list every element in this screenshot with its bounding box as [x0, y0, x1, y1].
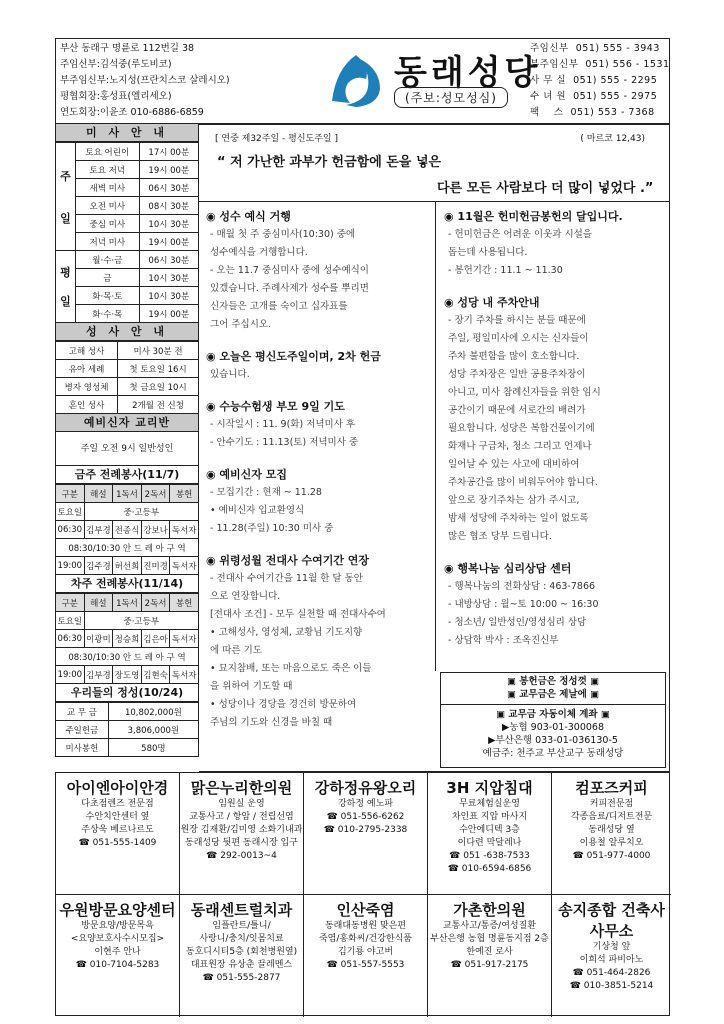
- cell: 06:30: [56, 630, 85, 648]
- notice-line: • 성당이나 경당을 경건히 방문하여: [210, 699, 357, 710]
- notice-line: - 청소년/ 일반성인/영성심리 상담: [448, 617, 587, 628]
- ad-card: [180, 773, 304, 895]
- ad-line: 동래성당 옆: [588, 825, 635, 835]
- ad-line: ☎ 051-557-5553: [326, 960, 405, 970]
- prayer-president: 연도회장:이윤조 010-6886-6859: [60, 107, 204, 118]
- sacrament-row: 병자 영성체: [56, 378, 118, 396]
- notice-line: 주차 불편함을 많이 호소합니다.: [448, 351, 580, 362]
- notice-line: 그어 주십시오.: [210, 319, 272, 330]
- offering-table: [55, 702, 199, 757]
- ad-line: ☎ 010-6594-6856: [447, 864, 532, 874]
- notice-line: - 행복나눔의 전화상담 : 463-7866: [448, 581, 596, 592]
- ad-line: 이희석 파비아노: [579, 955, 644, 965]
- mass-row: 중심 미사: [76, 215, 140, 233]
- notice-line: • 묘지참배, 또는 마음으로도 죽은 이들: [210, 663, 372, 674]
- notice-line: ▣ 봉헌금은 정성껏 ▣: [506, 676, 600, 687]
- ad-line: ☎ 051-917-2175: [450, 960, 529, 970]
- ad-line: 방문요양/방문목욕: [81, 921, 154, 931]
- ad-line: 기상청 앞: [592, 942, 631, 952]
- ad-line: 이현주 안나: [94, 947, 141, 957]
- cell: 김부경: [84, 521, 113, 539]
- notice-line: 있습니다.: [210, 369, 250, 380]
- ad-line: ☎ 051 -638-7533: [449, 851, 530, 861]
- ad-line: 동래대동병원 맞은편: [324, 921, 407, 931]
- phone-fax: 팩 스 051) 553 - 7368: [530, 107, 655, 118]
- mass-row: 월·수·금: [76, 251, 140, 269]
- phone-office: 사 무 실 051) 555 - 2295: [530, 75, 658, 86]
- ad-line: <요양보호사수시모집>: [70, 934, 165, 944]
- notice-heading: ◉ 11월은 헌미헌금봉헌의 달입니다.: [444, 210, 623, 223]
- ad-card: [304, 773, 428, 895]
- notice-line: - 매월 첫 주 중심미사(10:30) 중에: [210, 229, 356, 240]
- notice-line: 성당 주차장은 일반 공용주차장이: [448, 369, 586, 380]
- ad-line: 대표원장 유상춘 끌레멘스: [190, 960, 293, 970]
- sacrament-when: 첫 금요일 10시: [118, 378, 199, 396]
- mass-row: 저녁 미사: [76, 233, 140, 251]
- sacrament-row: 유아 세례: [56, 360, 118, 378]
- notice-line: 공간이기 때문에 서로간의 배려가: [448, 405, 586, 416]
- ad-line: ☎ 051-555-2877: [202, 973, 281, 983]
- notices-left: [200, 208, 432, 746]
- cell: 06:30: [56, 521, 85, 539]
- account-notice: [440, 672, 666, 768]
- notice-line: 일어날 수 있는 사고에 대비하여: [448, 459, 580, 470]
- sacrament-title: 성 사 안 내: [55, 323, 199, 341]
- ad-name: 아이엔아이안경: [66, 779, 169, 797]
- gospel-ref: ( 마르코 12,43): [580, 134, 645, 144]
- ad-name: 우원방문요양센터: [59, 901, 176, 919]
- mass-title: 미 사 안 내: [55, 124, 199, 142]
- cell: 김부경: [84, 666, 113, 684]
- sacrament-when: 2개월 전 신청: [118, 396, 199, 414]
- col-head: 2독서: [141, 594, 170, 612]
- cell: 전종식: [113, 521, 142, 539]
- ad-card: [552, 895, 671, 1017]
- ad-line: 수안치안센터 옆: [85, 812, 150, 822]
- gospel-quote-2: 다른 모든 사람보다 더 많이 넣었다 .”: [437, 181, 654, 196]
- notice-line: - 안수기도 : 11.13(토) 저녁미사 중: [210, 437, 359, 448]
- mass-time: 19시 00분: [139, 233, 198, 251]
- offering-value: 3,806,000원: [108, 721, 198, 739]
- notice-line: - 봉헌기간 : 11.1 ~ 11.30: [448, 265, 563, 276]
- altar1-title: 금주 전례봉사(11/7): [55, 466, 199, 484]
- ad-line: 원장 김재환/김미영 소화기내과: [180, 825, 303, 835]
- notice-line: 으로 연장합니다.: [210, 591, 281, 602]
- ad-line: 다초점렌즈 전문점: [81, 799, 154, 809]
- notice-heading: ◉ 예비신자 모집: [206, 468, 288, 481]
- offering-value: 10,802,000원: [108, 703, 198, 721]
- ad-line: 각종음료/디저트전문: [570, 812, 653, 822]
- cell: 정승희: [113, 630, 142, 648]
- mass-time: 10시 30분: [139, 215, 198, 233]
- cell: 강보나: [141, 521, 170, 539]
- council-president: 평협회장:홍성표(엘리세오): [60, 91, 172, 102]
- ad-line: 사랑니/충치/잇몸치료: [199, 934, 284, 944]
- notice-line: - 헌미헌금은 어려운 이웃과 시설을: [448, 229, 592, 240]
- ad-line: 부산은행 농협 명륜동지점 2층: [430, 934, 549, 944]
- ad-name: 맑은누리한의원: [190, 779, 293, 797]
- col-head: 2독서: [141, 485, 170, 503]
- ad-line: 커피전문점: [589, 799, 634, 809]
- cell: 중·고등부: [84, 503, 198, 521]
- ad-line: 교통사고/통증/여성질환: [442, 921, 536, 931]
- sacrament-row: 혼인 성사: [56, 396, 118, 414]
- notice-line: 주차공간을 많이 비워두어야 합니다.: [448, 477, 598, 488]
- ad-line: ☎ 010-2795-2338: [323, 825, 408, 835]
- ad-line: ☎ 010-7104-5283: [75, 960, 160, 970]
- ad-name: 컴포즈커피: [575, 779, 648, 797]
- offering-label: 교 무 금: [56, 703, 109, 721]
- ad-line: 임플란트/틀니/: [212, 921, 271, 931]
- catechumen-text: 주일 오전 9시 일반성인: [55, 432, 199, 466]
- mass-row: 금: [76, 269, 140, 287]
- notice-line: - 모집기간 : 현재 ~ 11.28: [210, 487, 322, 498]
- sacrament-when: 미사 30분 전: [118, 342, 199, 360]
- weekday-label: 평 일: [56, 251, 76, 323]
- pastor: 주임신부:김석중(루도비코): [60, 59, 172, 70]
- ad-name: 동래센트럴치과: [190, 901, 293, 919]
- notice-heading: ◉ 수능수험생 부모 9일 기도: [206, 400, 345, 413]
- notice-line: • 예비신자 입교환영식: [210, 505, 305, 516]
- ad-card: [552, 773, 671, 895]
- ad-line: 임원실 운영: [218, 799, 265, 809]
- notice-line: 주일, 평일미사에 오시는 신자들이: [448, 333, 589, 344]
- gospel-quote-1: “ 저 가난한 과부가 헌금함에 돈을 넣은: [217, 155, 442, 170]
- cell: 김현숙: [141, 666, 170, 684]
- mass-time: 19시 00분: [139, 161, 198, 179]
- mass-row: 새벽 미사: [76, 179, 140, 197]
- ad-card: [428, 773, 552, 895]
- offering-title: 우리들의 정성(10/24): [55, 684, 199, 702]
- mass-row: 토요 저녁: [76, 161, 140, 179]
- ad-line: 이다련 막달레나: [457, 838, 522, 848]
- col-head: 봉헌: [170, 594, 199, 612]
- phone-assistant: 부주임신부 051) 556 - 1531: [530, 59, 670, 70]
- cell: 이광미: [84, 630, 113, 648]
- notice-heading: ◉ 오늘은 평신도주일이며, 2차 헌금: [206, 350, 381, 363]
- ad-line: 죽염/홍화씨/건강한식품: [318, 934, 412, 944]
- address: 부산 동래구 명륜로 112번길 38: [60, 43, 195, 54]
- notices-right: [438, 208, 668, 664]
- phone-convent: 수 녀 원 051) 555 - 2975: [530, 91, 658, 102]
- cell: 독서자: [170, 666, 199, 684]
- ad-card: [56, 773, 180, 895]
- mass-row: 화·목·토: [76, 287, 140, 305]
- ad-line: ☎ 292-0013~4: [206, 851, 277, 861]
- ads-grid: [55, 772, 670, 1016]
- ad-line: 이용철 알루치오: [579, 838, 644, 848]
- col-head: 구분: [56, 485, 85, 503]
- notice-line: 신자들은 고개를 숙이고 십자표를: [210, 301, 348, 312]
- ad-name: 인산죽염: [336, 901, 395, 919]
- notice-line: ▣ 교무금은 제날에 ▣: [506, 689, 600, 700]
- ad-card: [304, 895, 428, 1017]
- cell: 장도영: [113, 666, 142, 684]
- sacrament-row: 고해 성사: [56, 342, 118, 360]
- notice-line: - 상담학 박사 : 조옥진신부: [448, 635, 559, 646]
- ad-name: 송지종합 건축사사무소: [558, 901, 665, 940]
- mass-table: [55, 142, 199, 323]
- cell: 19:00: [56, 557, 85, 575]
- ad-line: 한예진 로사: [466, 947, 513, 957]
- notice-line: [전대사 조건] - 모두 실천할 때 전대사수여: [210, 609, 386, 620]
- mass-time: 10시 30분: [139, 269, 198, 287]
- cell: 08:30/10:30 안 드 레 아 구 역: [56, 648, 199, 666]
- ad-line: 무료체험실운영: [459, 799, 520, 809]
- mass-row: 화·수·목: [76, 305, 140, 323]
- notice-line: 있겠습니다. 주례사제가 성수를 뿌리면: [210, 283, 369, 294]
- notice-heading: ◉ 성수 예식 거행: [206, 210, 291, 223]
- col-head: 봉헌: [170, 485, 199, 503]
- altar2-title: 차주 전례봉사(11/14): [55, 575, 199, 593]
- mass-row: 토요 어린이: [76, 143, 140, 161]
- offering-label: 미사봉헌: [56, 739, 109, 757]
- ad-card: [428, 895, 552, 1017]
- offering-label: 주일헌금: [56, 721, 109, 739]
- ad-line: 강하정 예노파: [337, 799, 394, 809]
- ad-card: [180, 895, 304, 1017]
- notice-line: 필요합니다. 성당은 복합건물이기에: [448, 423, 595, 434]
- cell: 19:00: [56, 666, 85, 684]
- sunday-label: 주 일: [56, 143, 76, 251]
- cell: 독서자: [170, 557, 199, 575]
- notice-line: 많은 협조 당부 드립니다.: [448, 531, 552, 542]
- ad-line: ☎ 051-977-4000: [572, 851, 651, 861]
- notice-line: 아니고, 미사 참례신자들을 위한 임시: [448, 387, 601, 398]
- mass-time: 19시 00분: [139, 305, 198, 323]
- cell: 김주경: [84, 557, 113, 575]
- notice-line: 에 따른 기도: [210, 645, 262, 656]
- notice-line: - 오는 11.7 중심미사 중에 성수예식이: [210, 265, 369, 276]
- altar2-table: [55, 593, 199, 684]
- cell: 진미경: [141, 557, 170, 575]
- notice-line: ▶부산은행 033-01-036130-5: [488, 735, 618, 746]
- assistant-pastor: 부주임신부:노지성(프란치스코 살레시오): [60, 75, 230, 86]
- masthead: [55, 38, 670, 124]
- ad-line: ☎ 051-555-1409: [78, 838, 157, 848]
- notice-heading: ◉ 위령성월 전대사 수여기간 연장: [206, 554, 370, 567]
- altar1-table: [55, 484, 199, 575]
- notice-line: - 시작일시 : 11. 9(화) 저녁미사 후: [210, 419, 356, 430]
- notice-line: 을 위하여 기도할 때: [210, 681, 293, 692]
- cell: 독서자: [170, 521, 199, 539]
- cell: 중·고등부: [84, 612, 198, 630]
- cell: 08:30/10:30 안 드 레 아 구 역: [56, 539, 199, 557]
- mass-row: 오전 미사: [76, 197, 140, 215]
- ad-line: 동래성당 뒷편 동래시장 입구: [185, 838, 298, 848]
- ad-line: ☎ 051-464-2826: [572, 968, 651, 978]
- notice-line: 화재나 구급차, 청소 그리고 언제나: [448, 441, 592, 452]
- notice-heading: ◉ 행복나눔 심리상담 센터: [444, 562, 572, 575]
- col-head: 1독서: [113, 594, 142, 612]
- notice-line: ▣ 교무금 자동이체 계좌 ▣: [441, 704, 665, 721]
- parish-subtitle: (주보:성모성심): [394, 87, 508, 108]
- mass-time: 06시 30분: [139, 251, 198, 269]
- cell: 토요일: [56, 503, 85, 521]
- notice-line: 성수예식을 거행합니다.: [210, 247, 308, 258]
- ad-name: 3H 지압침대: [446, 779, 533, 797]
- phone-pastor: 주임신부 051) 555 - 3943: [530, 43, 660, 54]
- ad-line: 차인표 지압 마사지: [451, 812, 528, 822]
- notice-line: 돕는데 사용됩니다.: [448, 247, 528, 258]
- notice-line: - 장기 주차를 하시는 분들 때문에: [448, 315, 586, 326]
- notice-line: 주님의 기도와 신경을 바칠 때: [210, 717, 333, 728]
- col-head: 해설: [84, 594, 113, 612]
- mass-time: 08시 30분: [139, 197, 198, 215]
- left-column: [55, 124, 199, 757]
- ad-line: 교통사고 / 항암 / 전립선염: [189, 812, 294, 822]
- ad-line: 김기룡 야고버: [337, 947, 394, 957]
- col-head: 1독서: [113, 485, 142, 503]
- notice-line: 앞으로 장기주차는 삼가 주시고,: [448, 495, 580, 506]
- notice-line: 밤새 성당에 주차하는 일이 없도록: [448, 513, 589, 524]
- ad-line: 주상욱 베르나르도: [81, 825, 154, 835]
- notice-heading: ◉ 성당 내 주차안내: [444, 296, 540, 309]
- notice-line: - 내방상담 : 월~토 10:00 ~ 16:30: [448, 599, 599, 610]
- offering-value: 580명: [108, 739, 198, 757]
- ad-card: [56, 895, 180, 1017]
- cell: 토요일: [56, 612, 85, 630]
- cell: 독서자: [170, 630, 199, 648]
- ad-name: 가촌한의원: [453, 901, 526, 919]
- notice-line: - 11.28(주일) 10:30 미사 중: [210, 523, 334, 534]
- col-head: 구분: [56, 594, 85, 612]
- col-head: 해설: [84, 485, 113, 503]
- ad-line: ☎ 051-556-6262: [326, 812, 405, 822]
- catechumen-title: 예비신자 교리반: [55, 414, 199, 432]
- ad-name: 강하정유왕오리: [314, 779, 417, 797]
- cell: 김은아: [141, 630, 170, 648]
- notice-line: 예금주: 천주교 부산교구 동래성당: [482, 748, 624, 759]
- parish-title: 동래성당: [394, 53, 542, 93]
- church-logo-icon: [326, 49, 386, 111]
- ad-line: 수안에디텍 3층: [459, 825, 520, 835]
- sacrament-table: [55, 341, 199, 414]
- sacrament-when: 첫 토요일 16시: [118, 360, 199, 378]
- mass-time: 06시 30분: [139, 179, 198, 197]
- ad-line: ☎ 010-3851-5214: [569, 981, 654, 991]
- mass-time: 10시 30분: [139, 287, 198, 305]
- notice-line: - 전대사 수여기간을 11월 한 달 동안: [210, 573, 363, 584]
- mass-time: 17시 00분: [139, 143, 198, 161]
- notice-line: ▶농협 903-01-300068: [501, 722, 605, 733]
- sunday-label: [ 연중 제32주일 - 평신도주일 ]: [215, 134, 338, 144]
- cell: 허선희: [113, 557, 142, 575]
- notice-line: • 고해성사, 영성체, 교황님 기도지향: [210, 627, 363, 638]
- ad-line: 동호디시티5층 (회천병원옆): [185, 947, 298, 957]
